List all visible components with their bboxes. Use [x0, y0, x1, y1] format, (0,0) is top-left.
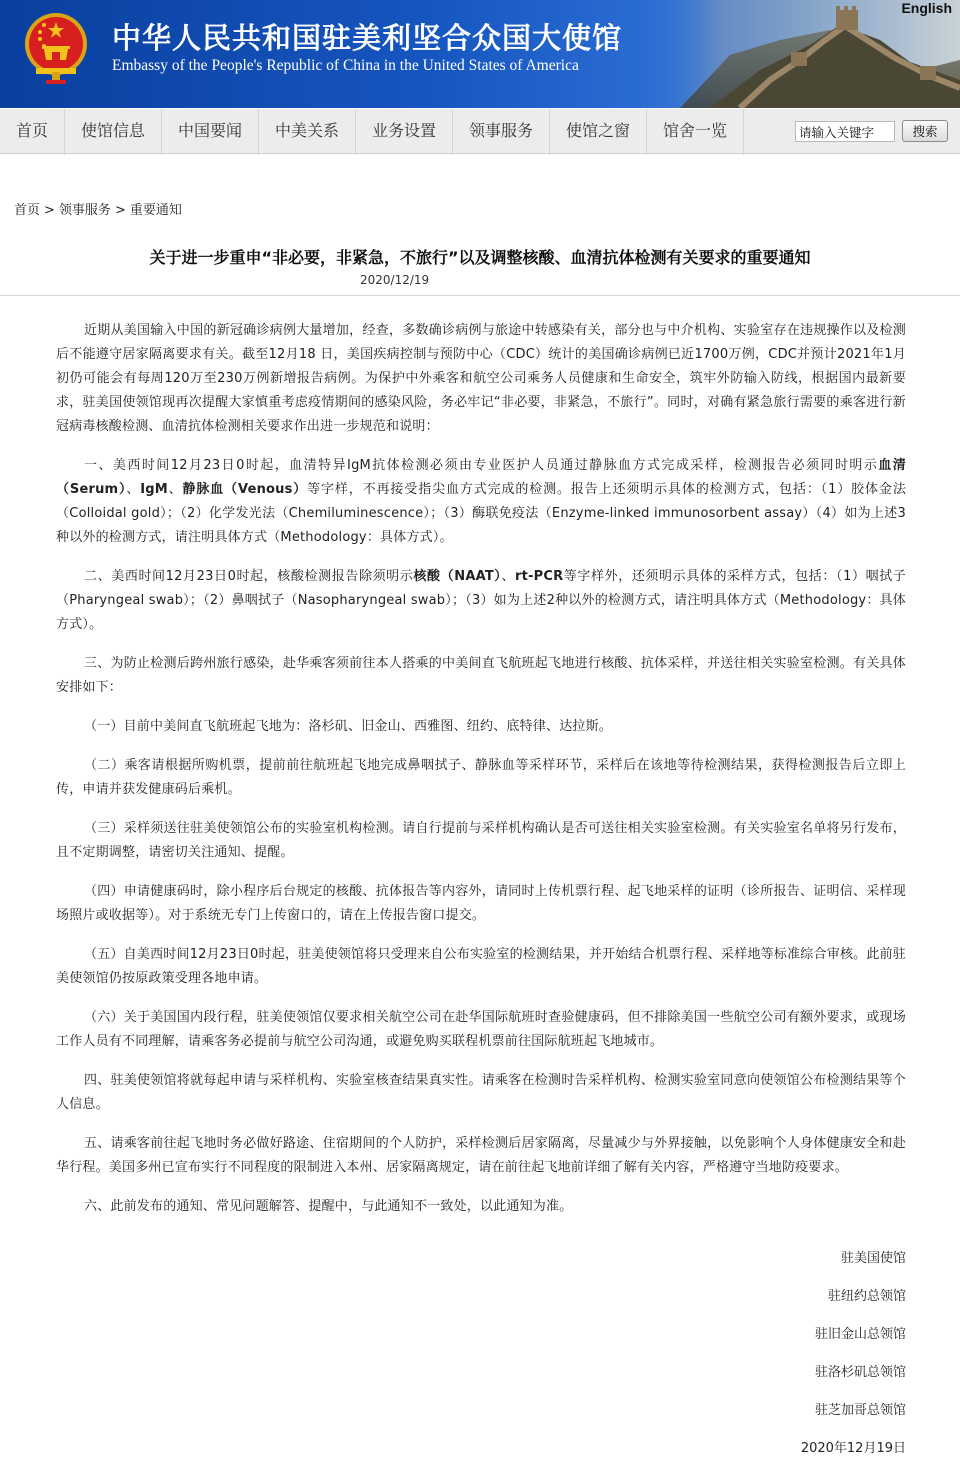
signature-san-francisco: 驻旧金山总领馆	[814, 1327, 906, 1342]
nav-item-embassy-window[interactable]: 使馆之窗	[550, 109, 647, 155]
paragraph-4: 四、驻美使领馆将就每起申请与采样机构、实验室核查结果真实性。请乘客在检测时告采样机构、检测实验室同意向使领馆公布检测结果等个人信息。	[56, 1073, 906, 1112]
paragraph-2: 二、美西时间12月23日0时起，核酸检测报告除须明示核酸（NAAT）、rt-PCR等字样外，还须明示具体的采样方式，包括：（1）咽拭子（Pharyngeal swab）；（2）鼻咽拭子（Nasopharyngeal swab）；（3）如为上述2种以外的检测方式，请注明具体方式（Methodology：具体方式）。	[56, 569, 906, 632]
signature-chicago: 驻芝加哥总领馆	[814, 1403, 906, 1418]
paragraph-3-1: （一）目前中美间直飞航班起飞地为：洛杉矶、旧金山、西雅图、纽约、底特律、达拉斯。	[84, 719, 613, 734]
paragraph-1: 一、美西时间12月23日0时起，血清特异IgM抗体检测必须由专业医护人员通过静脉血方式完成采样，检测报告必须同时明示血清（Serum）、IgM、静脉血（Venous）等字样，不再接受指尖血方式完成的检测。报告上还须明示具体的检测方式，包括：（1）胶体金法（Colloidal gold）；（2）化学发光法（Chemiluminescence）；（3）酶联免疫法（Enzyme-linked immunosorbent assay）（4）如为上述3种以外的检测方式，请注明具体方式（Methodology：具体方式）。	[56, 458, 907, 545]
signature-date: 2020年12月19日	[800, 1441, 906, 1456]
title-divider	[0, 295, 960, 296]
nav-item-departments[interactable]: 业务设置	[356, 109, 453, 155]
breadcrumb-notice[interactable]: 重要通知	[129, 203, 182, 218]
paragraph-3-5: （五）自美西时间12月23日0时起，驻美使领馆将只受理来自公布实验室的检测结果，并开始结合机票行程、采样地等标准综合审核。此前驻美使领馆仍按原政策受理各地申请。	[56, 947, 906, 986]
paragraph-3-6: （六）关于美国国内段行程，驻美使领馆仅要求相关航空公司在赴华国际航班时查验健康码，但不排除美国一些航空公司有额外要求，或现场工作人员有不同理解，请乘客务必提前与航空公司沟通，或避免购买联程机票前往国际航班起飞地城市。	[56, 1010, 906, 1049]
nav-item-embassy-info[interactable]: 使馆信息	[65, 109, 162, 155]
paragraph-5: 五、请乘客前往起飞地时务必做好路途、住宿期间的个人防护，采样检测后居家隔离，尽量减少与外界接触，以免影响个人身体健康安全和赴华行程。美国多州已宣布实行不同程度的限制进入本州、居家隔离规定，请在前往起飞地前详细了解有关内容，严格遵守当地防疫要求。	[56, 1136, 906, 1175]
english-link[interactable]: English	[901, 0, 952, 16]
nav-item-home[interactable]: 首页	[0, 109, 65, 155]
site-banner	[0, 0, 960, 108]
paragraph-3-2: （二）乘客请根据所购机票，提前前往航班起飞地完成鼻咽拭子、静脉血等采样环节，采样后在该地等待检测结果，获得检测报告后立即上传，申请并获发健康码后乘机。	[56, 758, 906, 797]
paragraph-3-4: （四）申请健康码时，除小程序后台规定的核酸、抗体报告等内容外，请同时上传机票行程、起飞地采样的证明（诊所报告、证明信、采样现场照片或收据等）。对于系统无专门上传窗口的，请在上传报告窗口提交。	[56, 884, 906, 923]
breadcrumb	[14, 199, 182, 218]
nav-item-china-us-relations[interactable]: 中美关系	[259, 109, 356, 155]
nav-item-consular-services[interactable]: 领事服务	[453, 109, 550, 155]
embassy-title-chinese: 中华人民共和国驻美利坚合众国大使馆	[112, 21, 623, 55]
paragraph-3-3: （三）采样须送往驻美使领馆公布的实验室机构检测。请自行提前与采样机构确认是否可送往相关实验室检测。有关实验室名单将另行发布，且不定期调整，请密切关注通知、提醒。	[56, 821, 906, 860]
breadcrumb-separator: >	[44, 203, 55, 218]
signature-embassy: 驻美国使馆	[840, 1251, 906, 1266]
breadcrumb-separator: >	[114, 203, 126, 218]
article-body	[56, 319, 906, 1219]
search-input[interactable]	[795, 121, 895, 142]
nav-item-premises[interactable]: 馆舍一览	[647, 109, 744, 155]
main-nav	[0, 108, 960, 154]
search-button[interactable]: 搜索	[902, 120, 948, 142]
breadcrumb-home[interactable]: 首页	[14, 203, 41, 218]
paragraph-6: 六、此前发布的通知、常见问题解答、提醒中，与此通知不一致处，以此通知为准。	[84, 1199, 573, 1214]
article-date: 2020/12/19	[360, 273, 430, 287]
signature-los-angeles: 驻洛杉矶总领馆	[814, 1365, 906, 1380]
great-wall-image	[640, 0, 960, 108]
embassy-title-english: Embassy of the People's Republic of China in the United States of America	[112, 57, 579, 74]
national-emblem-icon	[22, 8, 90, 86]
paragraph-3: 三、为防止检测后跨州旅行感染，赴华乘客须前往本人搭乘的中美间直飞航班起飞地进行核酸、抗体采样，并送往相关实验室检测。有关具体安排如下：	[56, 656, 906, 695]
nav-item-china-news[interactable]: 中国要闻	[162, 109, 259, 155]
signature-new-york: 驻纽约总领馆	[827, 1289, 906, 1304]
article-title: 关于进一步重申“非必要，非紧急，不旅行”以及调整核酸、血清抗体检测有关要求的重要通知	[149, 248, 811, 267]
breadcrumb-consular[interactable]: 领事服务	[58, 203, 111, 218]
paragraph-intro: 近期从美国输入中国的新冠确诊病例大量增加，经查，多数确诊病例与旅途中转感染有关，部分也与中介机构、实验室存在违规操作以及检测后不能遵守居家隔离要求有关。截至12月18 日，美国疾病控制与预防中心（CDC）统计的美国确诊病例已近1700万例，CDC并预计2021年1月初仍可能会有每周120万至230万例新增报告病例。为保护中外乘客和航空公司乘务人员健康和生命安全，筑牢外防输入防线，根据国内最新要求，驻美国使领馆现再次提醒大家慎重考虑疫情期间的感染风险，务必牢记“非必要，非紧急，不旅行”。同时，对确有紧急旅行需要的乘客进行新冠病毒核酸检测、血清抗体检测相关要求作出进一步规范和说明：	[56, 323, 906, 434]
